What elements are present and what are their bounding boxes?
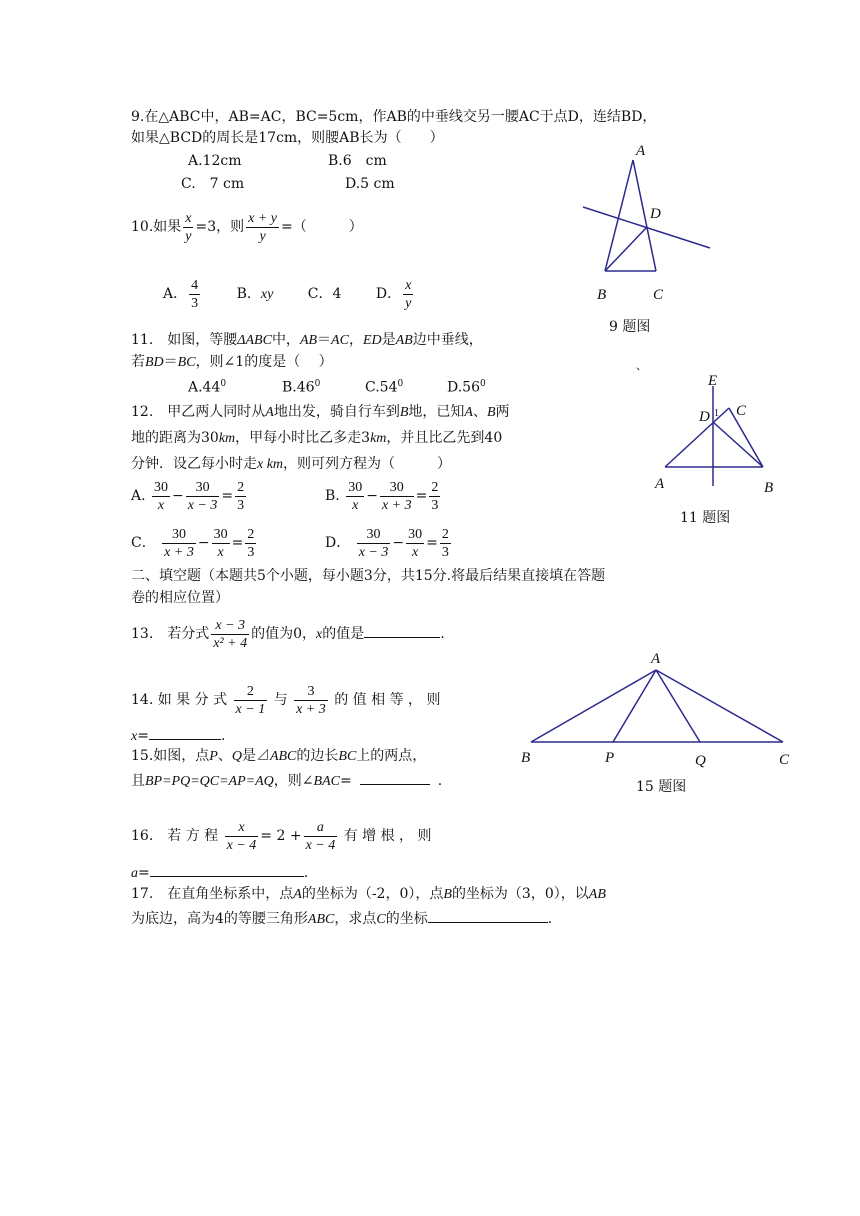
- q17-l2-c: C: [376, 912, 386, 927]
- q12-l1-a2: A: [464, 405, 473, 420]
- q10-options: [163, 274, 415, 315]
- q12-option-b: [325, 476, 442, 516]
- q12-l2-km2: km: [370, 431, 387, 446]
- q11-l2c: ＝: [163, 354, 178, 370]
- q12-b-f2: [380, 479, 414, 514]
- q12-option-d-label: D．: [325, 535, 351, 551]
- q10-stem: [131, 208, 363, 246]
- q12-c-f1: [162, 526, 196, 561]
- q12-d-minus: −: [392, 535, 405, 551]
- q12-l1a: 12. 甲乙两人同时从: [131, 404, 266, 420]
- q11-l2a: 若: [131, 354, 145, 370]
- q11-option-c: [365, 374, 403, 398]
- fig15-label-c: C: [779, 752, 790, 768]
- q11-line2: [131, 352, 333, 373]
- q15-end: .: [437, 773, 443, 789]
- q11-option-a: [188, 374, 226, 398]
- q14: [131, 680, 441, 720]
- q12-d-f1-num: 30: [357, 526, 391, 544]
- q12-a-f2-num: 30: [186, 479, 220, 497]
- q17-l2a: 为底边，高为4的等腰三角形: [131, 911, 308, 927]
- q12-c-f3-den: 3: [247, 544, 255, 560]
- q12-d-f3-den: 3: [441, 544, 449, 560]
- q12-d-f2-num: 30: [408, 526, 423, 542]
- q14-suffix: 的 值 相 等 ， 则: [334, 692, 441, 708]
- q14-end: .: [220, 728, 226, 744]
- q12-b-f2-num: 30: [380, 479, 414, 497]
- fig11-label-c: C: [736, 403, 747, 419]
- fig15-label-b: B: [521, 750, 531, 766]
- q11-l1g: ED: [362, 333, 382, 348]
- q15-line2: [131, 770, 442, 792]
- fig15-label-a: A: [651, 651, 661, 667]
- q17-l1-ab: AB: [588, 887, 606, 902]
- q14-fraction-2: [294, 683, 328, 718]
- q12-line3: [131, 454, 451, 475]
- q13-prefix: 13. 若分式: [131, 626, 210, 642]
- q14-x: x: [131, 729, 138, 744]
- q17-l1b: 的坐标为（-2，0），点: [301, 886, 444, 902]
- q12-a-f1-den: x: [157, 497, 165, 513]
- q10-fraction-2: [246, 210, 279, 245]
- q12-c-f2: [212, 526, 230, 561]
- q15-line1: [131, 746, 426, 767]
- q11-option-c-text: C.54: [365, 379, 398, 396]
- q17-l2-abc: ABC: [307, 912, 335, 927]
- q14-f1-num: 2: [234, 683, 268, 701]
- q11-option-b-text: B.46: [282, 379, 315, 396]
- q10-option-b-label: B．: [236, 286, 261, 302]
- q12-l1c: 地，已知: [408, 404, 465, 420]
- q16-f1-num: x: [225, 819, 259, 837]
- q16: [131, 816, 432, 856]
- q10-option-d-den: y: [405, 295, 412, 311]
- q11-option-a-deg: 0: [220, 379, 227, 389]
- q12-l2c: ，并且比乙先到40: [386, 430, 503, 446]
- q12-b-f1-num: 30: [348, 479, 363, 495]
- q16-f1-den: x − 4: [226, 837, 257, 853]
- section2-heading-line2: 卷的相应位置）: [131, 590, 229, 606]
- q16-answer-blank[interactable]: [150, 862, 304, 877]
- fig11-label-d: D: [699, 409, 710, 425]
- q12-line2: [131, 428, 502, 449]
- q17-l1a: 17. 在直角坐标系中，点: [131, 886, 294, 902]
- q12-l1d: 、: [472, 404, 487, 420]
- q13-mid: 的值为0，: [251, 626, 317, 642]
- q11-l2d: BC: [177, 355, 196, 370]
- q15-answer-blank[interactable]: [360, 770, 430, 785]
- q12-d-f2-den: x: [411, 544, 419, 560]
- q10-option-c: C．4: [307, 286, 342, 302]
- q12-l1-b: B: [399, 405, 409, 420]
- q12-b-f2-den: x + 3: [381, 497, 412, 513]
- q10-option-a-frac: [189, 277, 200, 312]
- q15-l1e: 上的两点，: [356, 748, 427, 764]
- q16-prefix: 16. 若 方 程: [131, 828, 219, 844]
- q16-fraction-1: [225, 819, 259, 854]
- q17-l1c: 的坐标为（3，0），以: [451, 886, 589, 902]
- q16-line2: [131, 862, 308, 884]
- q12-b-f3-den: 3: [431, 497, 439, 513]
- q12-d-f3-num: 2: [441, 526, 449, 542]
- q12-a-f3-den: 3: [237, 497, 245, 513]
- q17-l2b: ，求点: [334, 911, 377, 927]
- fig15-label-q: Q: [695, 753, 706, 769]
- q10-option-a-den: 3: [191, 295, 199, 311]
- fig9-label-c: C: [653, 287, 664, 303]
- q17-line2: [131, 908, 552, 930]
- fig11-side-ac: [665, 408, 729, 467]
- q11-l1c: AB: [299, 333, 318, 348]
- q11-option-d: [447, 374, 486, 398]
- q17-l1-a: A: [293, 887, 302, 902]
- q12-b-eq: =: [415, 488, 428, 504]
- q12-a-minus: −: [172, 488, 184, 504]
- fig9-caption: 9 题图: [609, 319, 651, 335]
- q15-l1-q: Q: [231, 749, 242, 764]
- q14-mid: 与: [273, 692, 288, 708]
- q11-l1b: 中，: [271, 332, 300, 348]
- q15-l2c: =: [339, 773, 352, 789]
- q12-c-f3-num: 2: [247, 526, 255, 542]
- q12-c-minus: −: [197, 535, 210, 551]
- q12-b-minus: −: [366, 488, 378, 504]
- q11-option-a-text: A.44: [188, 379, 221, 396]
- q14-f2-den: x + 3: [296, 701, 326, 717]
- q10-prefix: 10.如果: [131, 219, 182, 235]
- q15-l2a: 且: [131, 773, 145, 789]
- q9-option-c: C. 7 cm: [181, 176, 245, 192]
- fig11-caption: 11 题图: [680, 510, 731, 526]
- q15-l1b: 、: [217, 748, 232, 764]
- q9-line1: 9.在△ABC中，AB=AC，BC=5cm，作AB的中垂线交另一腰AC于点D，连结BD，: [131, 109, 657, 125]
- q16-fraction-2: [304, 819, 338, 854]
- fig15-segment-ap: [613, 670, 656, 742]
- q17-line1: [131, 884, 606, 905]
- q12-d-f2: [406, 526, 424, 561]
- q12-b-f3-num: 2: [431, 479, 439, 495]
- q9-option-b: B.6 cm: [328, 153, 387, 169]
- q10-option-d-label: D．: [375, 286, 402, 302]
- q11-l1i: AB: [395, 333, 413, 348]
- q12-a-f3-num: 2: [237, 479, 245, 495]
- q10-fraction-1: [183, 210, 193, 245]
- q11-l1e: AC: [331, 333, 349, 348]
- q14-f2-num: 3: [294, 683, 328, 701]
- q15-l1c: 是⊿: [241, 748, 270, 764]
- q15-l1d: 的边长: [296, 748, 339, 764]
- q10-option-d-num: x: [405, 277, 412, 293]
- fig15-side-ab: [531, 670, 656, 742]
- q13-den: x² + 4: [213, 635, 248, 651]
- q17-l2c: 的坐标: [385, 911, 428, 927]
- q16-eq: =: [138, 865, 150, 881]
- q12-l3b: ，则可列方程为（ ）: [283, 456, 452, 472]
- q12-c-f2-den: x: [217, 544, 224, 560]
- q9-option-a: A.12cm: [188, 153, 242, 169]
- fig15-side-ac: [656, 670, 783, 742]
- fig11-label-e: E: [708, 373, 718, 389]
- q15-l2b: ，则∠: [273, 773, 314, 789]
- q12-b-f1: [346, 479, 364, 514]
- q16-a: a: [131, 866, 138, 881]
- q13-x: x: [316, 627, 323, 642]
- q13-suffix: 的值是: [322, 626, 365, 642]
- fig11-label-b: B: [764, 480, 774, 496]
- fig9-label-b: B: [597, 287, 607, 303]
- q11-l1d: ＝: [317, 332, 332, 348]
- q10-f2-num: x + y: [248, 210, 277, 226]
- figure-15: [515, 645, 800, 770]
- q15-l2-bac: BAC: [313, 774, 340, 789]
- q11-l1a: 11. 如图，等腰: [131, 332, 238, 348]
- q12-l1e: 两: [495, 404, 510, 420]
- q11-option-d-text: D.56: [447, 379, 480, 396]
- q14-answer-blank[interactable]: [149, 725, 221, 740]
- q12-l3-x: x km: [257, 457, 284, 472]
- q16-end: .: [303, 865, 309, 881]
- q12-c-f1-den: x + 3: [164, 544, 194, 560]
- q12-c-f1-num: 30: [162, 526, 196, 544]
- figure-9: [575, 135, 720, 310]
- q12-a-f2-den: x − 3: [187, 497, 218, 513]
- q10-option-a-label: A．: [163, 286, 188, 302]
- q17-end: .: [547, 911, 553, 927]
- q10-f2-den: y: [259, 228, 266, 244]
- q12-l1-b2: B: [486, 405, 496, 420]
- q11-l2b: BD: [145, 355, 164, 370]
- fig15-label-p: P: [605, 750, 615, 766]
- q11-triangle: ΔABC: [237, 333, 272, 348]
- q11-option-b-deg: 0: [314, 379, 321, 389]
- q12-b-f3: [429, 479, 440, 514]
- q15-l1-p: P: [209, 749, 218, 764]
- q12-c-f3: [245, 526, 256, 561]
- q12-b-f1-den: x: [352, 497, 359, 513]
- q12-l1b: 地出发，骑自行车到: [273, 404, 400, 420]
- q10-mid: =3，则: [195, 219, 245, 235]
- q12-l3a: 分钟．设乙每小时走: [131, 456, 257, 472]
- q12-option-d: [325, 523, 453, 563]
- q11-l1j: 边中垂线，: [412, 332, 483, 348]
- q12-a-f1: [152, 479, 170, 514]
- q14-line2: [131, 725, 225, 747]
- q12-option-c: [131, 523, 258, 563]
- q14-f1-den: x − 1: [235, 701, 266, 717]
- q10-option-d-frac: [403, 277, 413, 312]
- q12-d-f1-den: x − 3: [358, 544, 389, 560]
- q11-l1h: 是: [381, 332, 396, 348]
- q11-l2e: ，则∠1的度是（ ）: [195, 354, 333, 370]
- q15-l1a: 15.如图，点: [131, 748, 210, 764]
- q17-l1-b: B: [443, 887, 452, 902]
- fig11-segment-db: [713, 422, 763, 467]
- q15-l1-abc: ABC: [269, 749, 297, 764]
- q10-f1-den: y: [185, 228, 192, 244]
- q12-a-eq: =: [221, 488, 234, 504]
- q12-d-f3: [440, 526, 451, 561]
- q9-line2: 如果△BCD的周长是17cm，则腰AB长为（ ）: [131, 130, 444, 146]
- q13-fraction: [211, 617, 249, 652]
- q15-l2-eqs: BP=PQ=QC=AP=AQ: [145, 774, 274, 789]
- q11-option-b: [282, 374, 320, 398]
- q11-option-d-deg: 0: [480, 379, 486, 389]
- q12-option-c-label: C．: [131, 535, 156, 551]
- q13: [131, 614, 445, 655]
- section2-heading-line1: 二、填空题（本题共5个小题，每小题3分，共15分.将最后结果直接填在答题: [131, 568, 606, 584]
- q13-end: .: [440, 626, 445, 642]
- q12-a-f1-num: 30: [154, 479, 169, 495]
- q16-mid: = 2 +: [260, 828, 302, 844]
- q14-prefix: 14. 如 果 分 式: [131, 692, 228, 708]
- q10-option-b-value: xy: [260, 287, 274, 302]
- q12-d-eq: =: [426, 535, 438, 551]
- q10-option-a-num: 4: [191, 277, 199, 293]
- q14-fraction-1: [234, 683, 268, 718]
- q12-l2b: ，甲每小时比乙多走3: [235, 430, 371, 446]
- stray-mark: 、: [636, 359, 647, 372]
- q12-l2a: 地的距离为30: [131, 430, 219, 446]
- q10-f1-num: x: [185, 210, 192, 226]
- q16-f2-den: x − 4: [305, 837, 336, 853]
- fig9-label-d: D: [650, 206, 661, 222]
- q17-answer-blank[interactable]: [428, 908, 548, 923]
- figure-11: [650, 368, 785, 498]
- q12-a-f2: [186, 479, 220, 514]
- q12-line1: [131, 402, 510, 423]
- q12-c-eq: =: [231, 535, 244, 551]
- q10-suffix: =（ ）: [281, 219, 363, 235]
- fig9-label-a: A: [636, 143, 646, 159]
- q12-c-f2-num: 30: [213, 526, 228, 542]
- q12-d-f1: [357, 526, 391, 561]
- q11-option-c-deg: 0: [397, 379, 404, 389]
- q15-l1-bc: BC: [338, 749, 357, 764]
- q14-eq: =: [137, 728, 149, 744]
- q11-line1: [131, 330, 483, 351]
- q16-suffix: 有 增 根 ， 则: [343, 828, 432, 844]
- fig15-caption: 15 题图: [636, 779, 687, 795]
- q11-l1f: ，: [348, 332, 363, 348]
- q12-l1-a: A: [265, 405, 274, 420]
- q16-f2-num: a: [304, 819, 338, 837]
- q13-answer-blank[interactable]: [364, 623, 440, 638]
- fig11-label-a: A: [655, 476, 665, 492]
- q9-option-d: D.5 cm: [345, 176, 395, 192]
- q12-option-b-label: B.: [325, 488, 340, 504]
- q12-option-a: [131, 476, 248, 516]
- fig11-label-1: 1: [714, 408, 719, 419]
- q12-l2-km: km: [218, 431, 236, 446]
- q12-option-a-label: A.: [131, 488, 146, 504]
- fig15-segment-aq: [656, 670, 700, 742]
- q12-a-f3: [235, 479, 246, 514]
- q13-num: x − 3: [211, 617, 249, 635]
